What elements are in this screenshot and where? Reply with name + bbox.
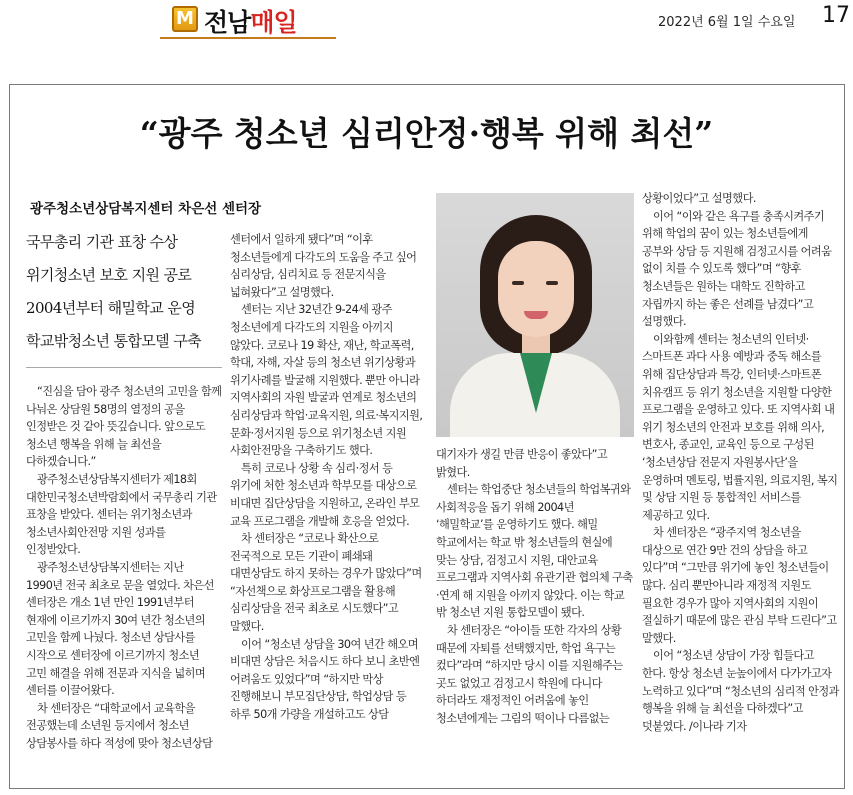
- article-column-2: [230, 231, 426, 786]
- issue-date: 2022년 6월 1일 수요일: [658, 15, 796, 30]
- paragraph: 상황이었다”고 설명했다.: [642, 192, 756, 205]
- newspaper-logo-name: [204, 3, 297, 39]
- paragraph: 이와함께 센터는 청소년의 인터넷·스마트폰 과다 사용 예방과 중독 해소를 위해 집단상담과 특강, 인터넷·스마트폰 치유캠프 등 위기 청소년을 지원할 다양한 프로그램을 운영하고 있다. 또 지역사회 내 위기 청소년의 안전과 보호를 위해 의사, 변호사, 종교인, 교육인 등으로 구성된 ‘청소년상담 전문지 자원봉사단’을 운영하며 멘토링, 법률지원, 의료지원, 복지 및 상담 지원 등 통합적인 서비스를 제공하고 있다.: [642, 332, 838, 522]
- logo-underline: [160, 37, 336, 39]
- paragraph: “진심을 담아 광주 청소년의 고민을 함께 나눠온 상담원 58명의 열정의 공을 인정받은 것 같아 뜻깊습니다. 앞으로도 청소년 행복을 위해 늘 최선을 다하겠습니다.”: [26, 385, 222, 469]
- newspaper-logo-badge-icon: M: [172, 6, 198, 32]
- logo-name-part1: 전남: [204, 8, 251, 37]
- paragraph: 센터에서 일하게 됐다”며 “이후 청소년들에게 다각도의 도움을 주고 싶어 심리상담, 심리치료 등 전문지식을 넓혀왔다”고 설명했다.: [230, 233, 417, 299]
- article-column-1: [26, 383, 222, 783]
- paragraph: 센터는 학업중단 청소년들의 학업복귀와 사회적응을 돕기 위해 2004년 ‘해밀학교’를 운영하기도 했다. 해밀 학교에서는 학교 밖 청소년들의 현실에 맞는 상담, 검정고시 지원, 대안교육 프로그램과 지역사회 유관기관 협의체 구축·연계 해 지원을 아끼지 않았다. 이는 학교 밖 청소년 지원 통합모델이 됐다.: [436, 483, 633, 620]
- paragraph: 차 센터장은 “대학교에서 교육학을 전공했는데 소년원 등지에서 청소년 상담봉사를 하다 적성에 맞아 청소년상담: [26, 701, 213, 750]
- subheads: [26, 228, 222, 360]
- subhead: 2004년부터 해밀학교 운영: [26, 299, 196, 317]
- paragraph: 대기자가 생길 만큼 반응이 좋았다”고 밝혔다.: [436, 448, 608, 479]
- article-headline: “광주 청소년 심리안정·행복 위해 최선”: [139, 114, 714, 153]
- paragraph: 센터는 지난 32년간 9-24세 광주 청소년에게 다각도의 지원을 아끼지 않았다. 코로나 19 확산, 재난, 학교폭력, 학대, 자해, 자살 등의 청소년 위기상황과 위기사례를 발굴해 지원했다. 뿐만 아니라 지역사회의 자원 발굴과 연계로 청소년의 심리상담과 학업·교육지원, 의료·복지지원, 문화·정서지원 등으로 위기청소년 지원 사회안전망을 구축하기도 했다.: [230, 303, 423, 458]
- subhead: 학교밖청소년 통합모델 구축: [26, 332, 202, 350]
- photo-face: [498, 241, 574, 337]
- paragraph: 이어 “청소년 상담이 가장 힘들다고 한다. 항상 청소년 눈높이에서 다가가고자 노력하고 있다”며 “청소년의 심리적 안정과 행복을 위해 늘 최선을 다하겠다”고 덧붙였다. /이나라 기자: [642, 649, 839, 733]
- masthead: [0, 0, 853, 44]
- portrait-photo: [436, 193, 634, 437]
- paragraph: 광주청소년상담복지센터는 지난 1990년 전국 최초로 문을 열었다. 차은선 센터장은 개소 1년 만인 1991년부터 현재에 이르기까지 30여 년간 청소년의 고민을 함께 나눴다. 청소년 상담사를 시작으로 센터장에 이르기까지 청소년 고민 해결을 위해 전문과 지식을 넓히며 센터를 이끌어왔다.: [26, 560, 214, 698]
- paragraph: 특히 코로나 상황 속 심리·정서 등 위기에 처한 청소년과 학부모를 대상으로 비대면 집단상담을 지원하고, 온라인 부모 교육 프로그램을 개발해 호응을 얻었다.: [230, 461, 420, 528]
- interviewee-title: 광주청소년상담복지센터 차은선 센터장: [30, 201, 262, 217]
- paragraph: 차 센터장은 “코로나 확산으로 전국적으로 모든 기관이 폐쇄돼 대면상담도 하지 못하는 경우가 많았다”며 “자선책으로 화상프로그램을 활용해 심리상담을 전국 최초로 시도했다”고 말했다.: [230, 532, 422, 634]
- paragraph: 차 센터장은 “아이들 또한 각자의 상황 때문에 자퇴를 선택했지만, 학업 욕구는 컸다”라며 “하지만 당시 이를 지원해주는 곳도 없었고 검정고시 학원에 다니다 하더라도 재정적인 어려움에 놓인 청소년에게는 그림의 떡이나 다름없는: [436, 623, 623, 725]
- paragraph: 이어 “이와 같은 욕구를 충족시켜주기 위해 학업의 꿈이 있는 청소년들에게 공부와 상담 등 지원해 검정고시를 어려움 없이 치를 수 있도록 했다”며 “향후 청소년들은 원하는 대학도 진학하고 자립까지 하는 좋은 선례를 남겼다”고 설명했다.: [642, 209, 832, 329]
- article-column-4: [642, 190, 840, 786]
- subheads-divider: [26, 367, 222, 368]
- subhead: 위기청소년 보호 지원 공로: [26, 266, 192, 284]
- logo-name-part2: 매일: [250, 8, 297, 37]
- photo-eye-left: [512, 281, 524, 285]
- page-number: 17: [822, 3, 850, 28]
- article-column-3: [436, 446, 634, 786]
- subhead: 국무총리 기관 표창 수상: [26, 233, 178, 251]
- paragraph: 광주청소년상담복지센터가 제18회 대한민국청소년박람회에서 국무총리 기관 표창을 받았다. 센터는 위기청소년과 청소년사회안전망 지원 성과를 인정받았다.: [26, 472, 217, 557]
- paragraph: 차 센터장은 “광주지역 청소년을 대상으로 연간 9만 건의 상담을 하고 있다”며 “그만큼 위기에 놓인 청소년들이 많다. 심리 뿐만아니라 재정적 지원도 필요한 경우가 많아 지역사회의 지원이 절실하기 때문에 많은 관심 부탁 드린다”고 말했다.: [642, 526, 837, 645]
- paragraph: 이어 “청소년 상담을 30여 년간 해오며 비대면 상담은 처음시도 하다 보니 초반엔 어려움도 있었다”며 “하지만 막상 진행해보니 부모집단상담, 학업상담 등 하루 50개 가량을 개설하고도 상담: [230, 637, 420, 722]
- photo-eye-right: [546, 281, 558, 285]
